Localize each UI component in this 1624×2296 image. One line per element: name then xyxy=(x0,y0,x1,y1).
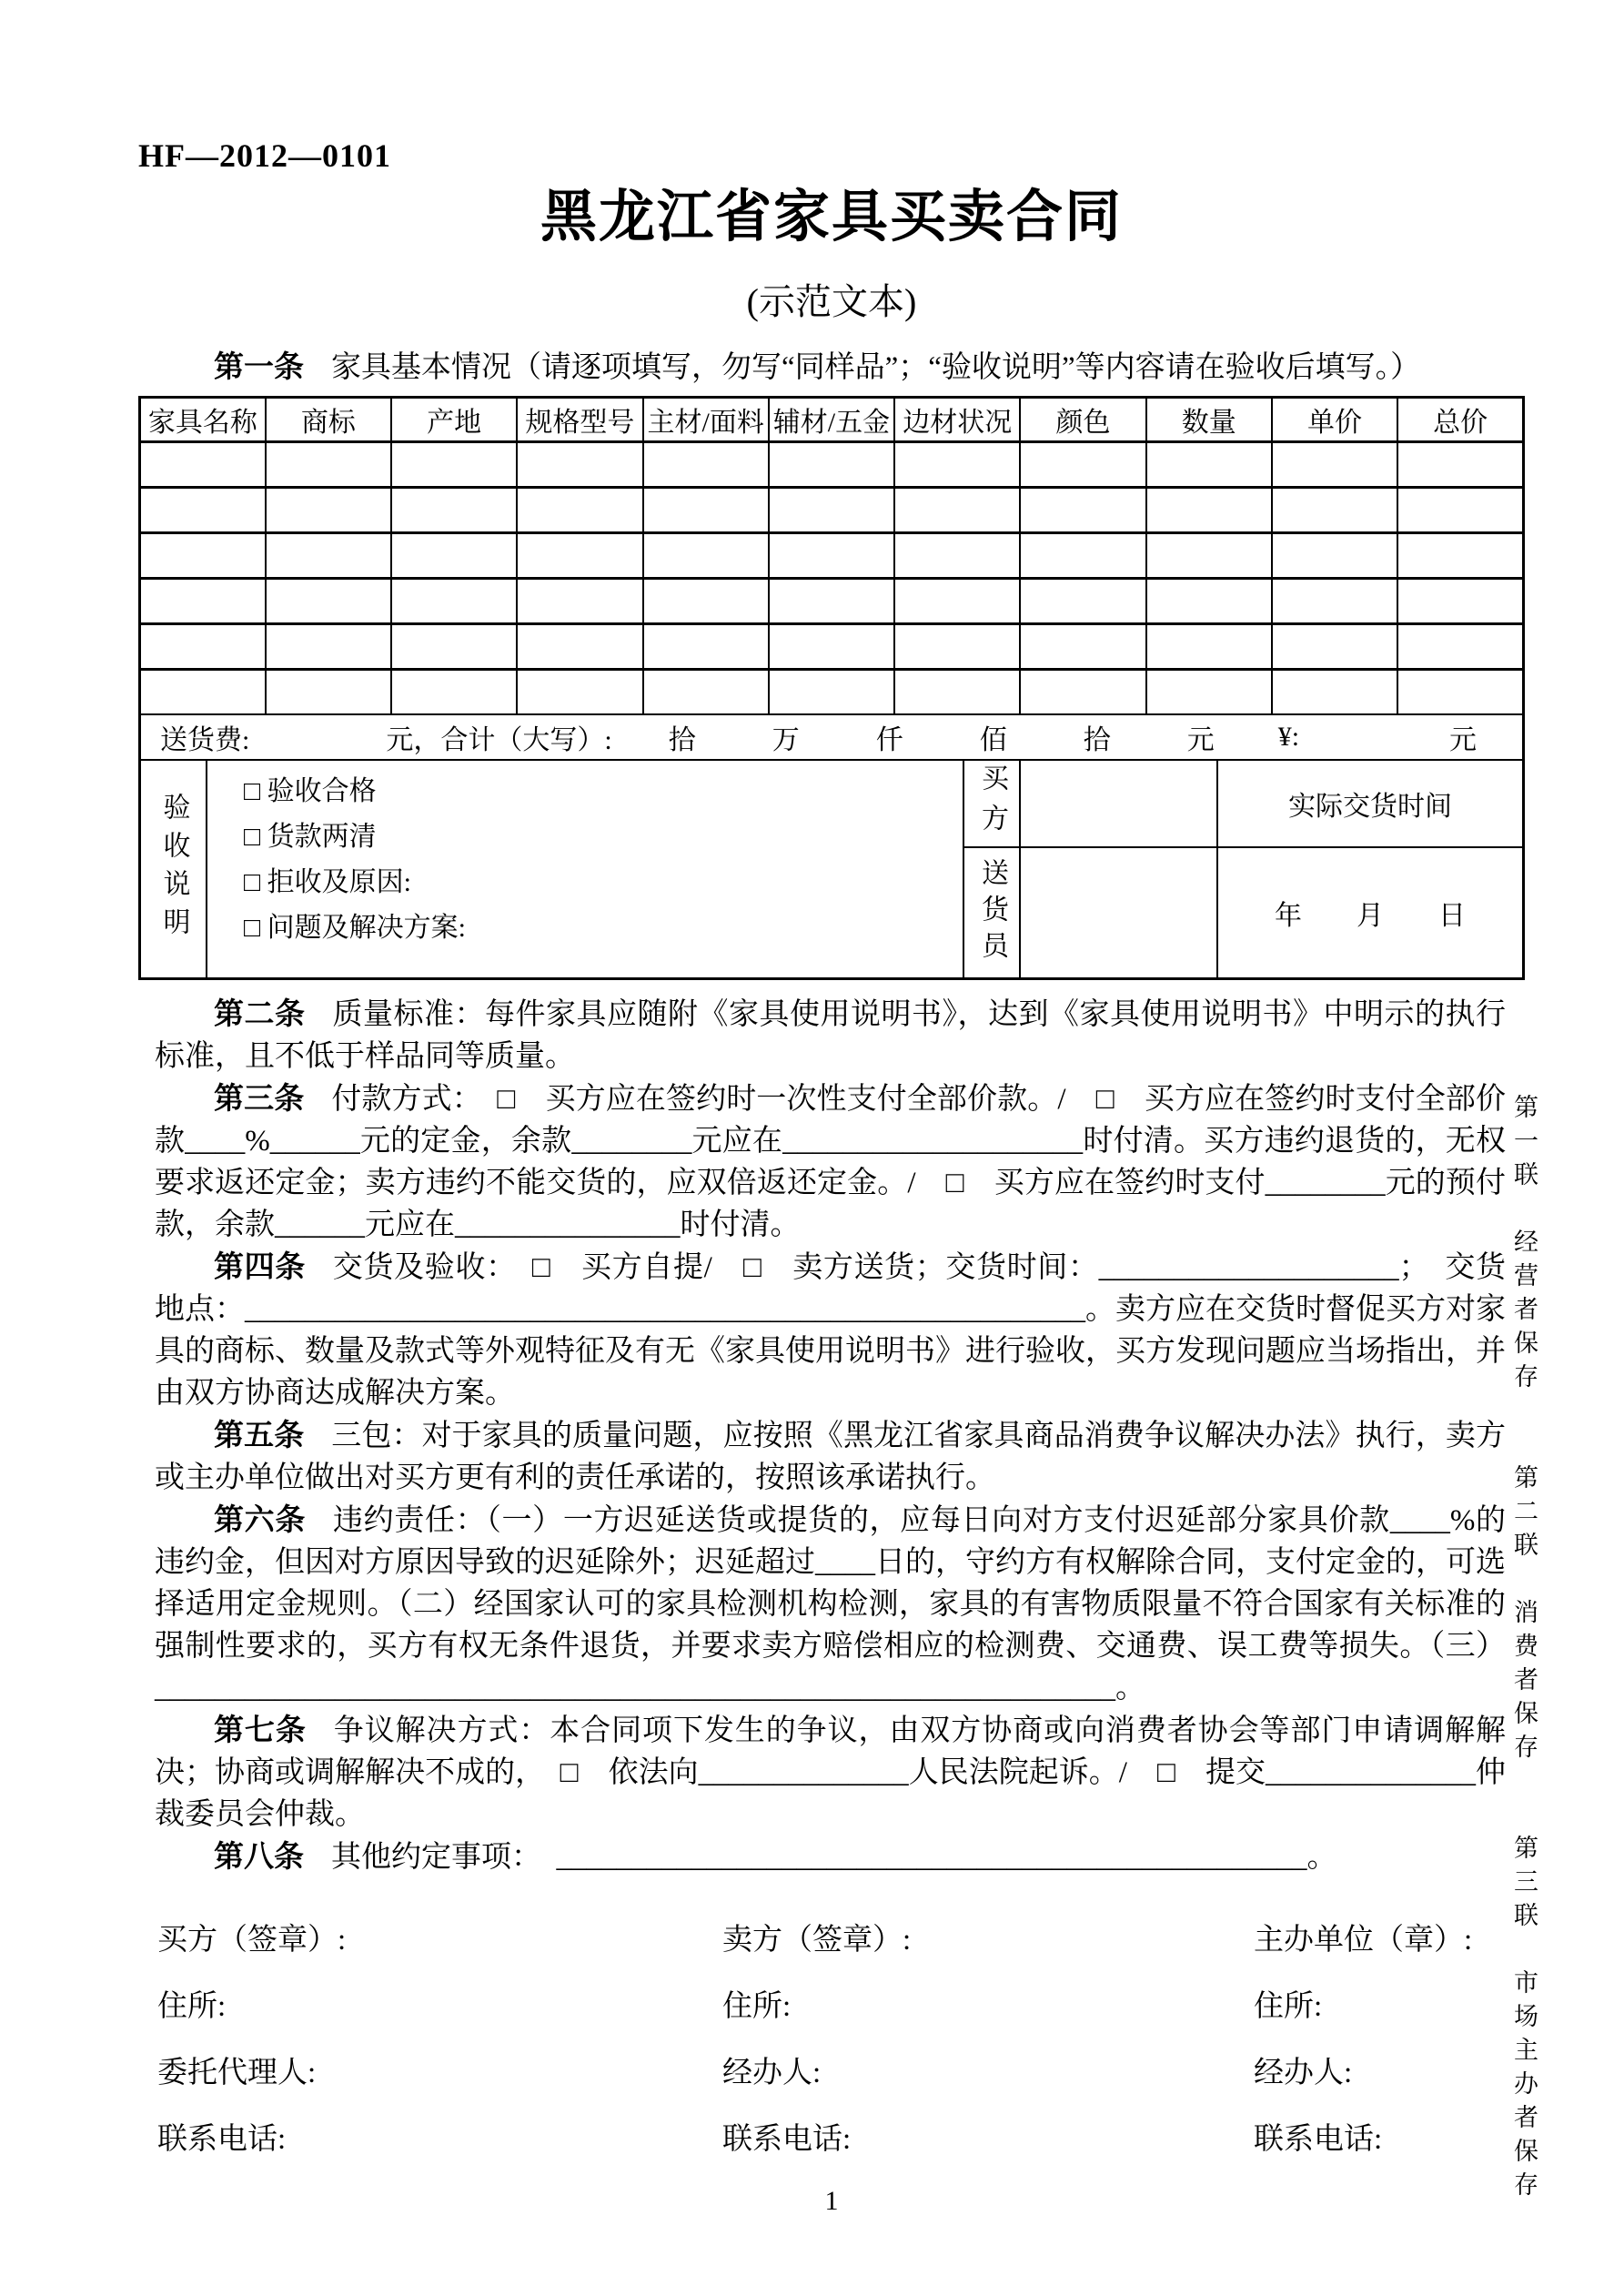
page-number: 1 xyxy=(824,2186,839,2216)
empty-cell xyxy=(1146,579,1272,624)
empty-cell xyxy=(643,670,769,715)
inspection-checkbox-item: □ 货款两清 xyxy=(244,822,377,852)
courier-signature-cell xyxy=(1021,848,1218,977)
article-4-text: 交货及验收： □ 买方自提/ □ 卖方送货；交货时间：____________________； 交货地点：________________________________________________________。卖方应在交货时督促买方对家具的商标、数量及款式等外观特征及有无《家具使用说明书》进行验收，买方发现问题应当场指出，并由双方协商达成解决方案。 xyxy=(155,1251,1506,1410)
empty-cell xyxy=(266,442,391,488)
article-5-text: 三包：对于家具的质量问题，应按照《黑龙江省家具商品消费争议解决办法》执行，卖方或主办单位做出对买方更有利的责任承诺的，按照该承诺执行。 xyxy=(155,1420,1507,1494)
contract-articles xyxy=(155,993,1506,1878)
empty-cell xyxy=(266,488,391,533)
article-3-label: 第三条 xyxy=(214,1081,305,1115)
empty-cell xyxy=(1272,624,1397,670)
article-7-label: 第七条 xyxy=(214,1713,307,1746)
page-subtitle: (示范文本) xyxy=(746,281,917,322)
article-4-label: 第四条 xyxy=(214,1249,306,1283)
signature-address: 住所: xyxy=(722,1990,792,2023)
empty-cell xyxy=(140,442,266,488)
empty-cell xyxy=(517,670,642,715)
delivery-fee-line xyxy=(141,717,1522,757)
signature-party: 主办单位（章）: xyxy=(1254,1924,1473,1957)
inspection-block xyxy=(141,761,1522,977)
empty-cell xyxy=(391,488,517,533)
empty-cell xyxy=(266,624,391,670)
article-8-label: 第八条 xyxy=(214,1839,304,1873)
article-3 xyxy=(155,1077,1506,1246)
empty-cell xyxy=(1146,670,1272,715)
empty-cell xyxy=(140,579,266,624)
empty-cell xyxy=(1272,579,1397,624)
inspection-checkbox-item: □ 拒收及原因: xyxy=(244,867,411,897)
empty-cell xyxy=(391,624,517,670)
empty-cell xyxy=(517,579,642,624)
article-2 xyxy=(155,993,1506,1077)
signature-agent: 经办人: xyxy=(1254,2057,1353,2089)
fee-segment: 佰 xyxy=(979,725,1007,755)
article-2-label: 第二条 xyxy=(214,996,306,1030)
empty-cell xyxy=(769,624,894,670)
empty-cell xyxy=(1146,442,1272,488)
column-header: 规格型号 xyxy=(517,398,642,442)
column-header: 辅材/五金 xyxy=(769,398,894,442)
empty-cell xyxy=(1397,670,1523,715)
empty-cell xyxy=(769,579,894,624)
column-header: 边材状况 xyxy=(894,398,1020,442)
copy-distribution-note: 第一联 经营者保存 第二联 消费者保存 第三联 市场主办者保存 xyxy=(1510,1094,1538,2205)
table-row xyxy=(140,533,1524,579)
article-8 xyxy=(155,1836,1506,1878)
empty-cell xyxy=(1020,579,1145,624)
fee-segment: 送货费: xyxy=(160,725,250,755)
doc-number: HF—2012—0101 xyxy=(138,137,391,174)
empty-cell xyxy=(643,533,769,579)
signature-phone: 联系电话: xyxy=(1254,2123,1383,2156)
article-1 xyxy=(155,346,1506,389)
empty-cell xyxy=(266,533,391,579)
signature-address: 住所: xyxy=(157,1990,227,2023)
column-header: 数量 xyxy=(1146,398,1272,442)
fee-segment: 元 xyxy=(1449,725,1477,755)
table-row xyxy=(140,488,1524,533)
fee-segment: 元，合计（大写）: xyxy=(386,725,612,755)
furniture-table xyxy=(138,396,1525,980)
empty-cell xyxy=(894,624,1020,670)
inspection-checkbox-list xyxy=(207,761,964,977)
fee-row xyxy=(140,714,1524,760)
article-7-text: 争议解决方式：本合同项下发生的争议，由双方协商或向消费者协会等部门申请调解解决；协商或调解解决不成的， □ 依法向______________人民法院起诉。/ □ 提交______________仲裁委员会仲裁。 xyxy=(155,1714,1507,1831)
empty-cell xyxy=(1397,488,1523,533)
article-5 xyxy=(155,1414,1506,1499)
article-6-text: 违约责任：（一）一方迟延送货或提货的，应每日向对方支付迟延部分家具价款____%的违约金，但因对方原因导致的迟延除外；迟延超过____日的，守约方有权解除合同，支付定金的，可选择适用定金规则。（二）经国家认可的家具检测机构检测，家具的有害物质限量不符合国家有关标准的强制性要求的，买方有权无条件退货，并要求卖方赔偿相应的检测费、交通费、误工费等损失。（三）________________________________________________________________。 xyxy=(155,1504,1506,1704)
empty-cell xyxy=(1020,488,1145,533)
article-3-text: 付款方式： □ 买方应在签约时一次性支付全部价款。/ □ 买方应在签约时支付全部价款____%______元的定金，余款________元应在____________________时付清。买方违约退货的，无权要求返还定金；卖方违约不能交货的，应双倍返还定金。/ □ 买方应在签约时支付________元的预付款，余款______元应在_______________时付清。 xyxy=(155,1083,1506,1241)
empty-cell xyxy=(1397,579,1523,624)
article-7 xyxy=(155,1709,1506,1836)
empty-cell xyxy=(140,488,266,533)
column-header: 颜色 xyxy=(1020,398,1145,442)
empty-cell xyxy=(517,624,642,670)
empty-cell xyxy=(643,442,769,488)
empty-cell xyxy=(643,488,769,533)
empty-cell xyxy=(1020,533,1145,579)
empty-cell xyxy=(1020,624,1145,670)
fee-segment: 仟 xyxy=(875,725,903,755)
empty-cell xyxy=(1146,488,1272,533)
page-title: 黑龙江省家具买卖合同 xyxy=(540,186,1123,248)
empty-cell xyxy=(894,533,1020,579)
inspection-checkbox-item: □ 验收合格 xyxy=(244,776,377,806)
buyer-label-cell xyxy=(964,761,1021,848)
table-row xyxy=(140,442,1524,488)
empty-cell xyxy=(769,488,894,533)
empty-cell xyxy=(517,442,642,488)
actual-delivery-time-cell: 实际交货时间 xyxy=(1218,761,1522,848)
content-column xyxy=(138,137,1525,2217)
signature-address: 住所: xyxy=(1254,1990,1323,2023)
article-5-label: 第五条 xyxy=(214,1418,305,1451)
empty-cell xyxy=(1397,442,1523,488)
inspection-row xyxy=(140,760,1524,979)
fee-segment: 元 xyxy=(1186,725,1215,755)
empty-cell xyxy=(266,670,391,715)
empty-cell xyxy=(391,442,517,488)
empty-cell xyxy=(1397,533,1523,579)
signature-phone: 联系电话: xyxy=(157,2123,287,2156)
column-header: 总价 xyxy=(1397,398,1523,442)
inspection-label-cell xyxy=(141,761,207,977)
empty-cell xyxy=(140,624,266,670)
signature-party: 买方（签章）: xyxy=(157,1924,347,1957)
article-6-label: 第六条 xyxy=(214,1502,306,1536)
table-header-row xyxy=(140,398,1524,442)
signature-section xyxy=(138,1917,1525,2182)
empty-cell xyxy=(643,624,769,670)
column-header: 家具名称 xyxy=(140,398,266,442)
empty-cell xyxy=(1020,670,1145,715)
table-row xyxy=(140,579,1524,624)
empty-cell xyxy=(266,579,391,624)
empty-cell xyxy=(894,670,1020,715)
article-1-label: 第一条 xyxy=(214,349,304,383)
column-header: 商标 xyxy=(266,398,391,442)
column-header: 主材/面料 xyxy=(643,398,769,442)
empty-cell xyxy=(391,670,517,715)
empty-cell xyxy=(894,579,1020,624)
fee-segment: ¥: xyxy=(1277,722,1300,752)
empty-cell xyxy=(1272,533,1397,579)
column-header: 单价 xyxy=(1272,398,1397,442)
article-1-text: 家具基本情况（请逐项填写，勿写“同样品”；“验收说明”等内容请在验收后填写。） xyxy=(331,351,1421,384)
empty-cell xyxy=(1272,670,1397,715)
empty-cell xyxy=(1397,624,1523,670)
table-row xyxy=(140,624,1524,670)
empty-cell xyxy=(894,488,1020,533)
article-8-text: 其他约定事项： __________________________________________________。 xyxy=(331,1841,1337,1874)
fee-segment: 万 xyxy=(772,725,800,755)
empty-cell xyxy=(517,533,642,579)
article-2-text: 质量标准：每件家具应随附《家具使用说明书》，达到《家具使用说明书》中明示的执行标准，且不低于样品同等质量。 xyxy=(155,998,1506,1073)
signature-agent: 委托代理人: xyxy=(157,2057,317,2089)
signature-party: 卖方（签章）: xyxy=(722,1924,912,1957)
signature-phone: 联系电话: xyxy=(722,2123,852,2156)
empty-cell xyxy=(1020,442,1145,488)
empty-cell xyxy=(894,442,1020,488)
empty-cell xyxy=(1146,533,1272,579)
empty-cell xyxy=(769,533,894,579)
article-6 xyxy=(155,1499,1506,1709)
empty-cell xyxy=(769,442,894,488)
courier-label: 送货员 xyxy=(977,858,1007,967)
column-header: 产地 xyxy=(391,398,517,442)
date-cell: 年 月 日 xyxy=(1275,901,1466,931)
signature-agent: 经办人: xyxy=(722,2057,822,2089)
article-4 xyxy=(155,1246,1506,1414)
empty-cell xyxy=(769,670,894,715)
buyer-label: 买方 xyxy=(977,764,1007,844)
courier-label-cell xyxy=(964,848,1021,977)
inspection-label: 验收说明 xyxy=(158,793,189,946)
empty-cell xyxy=(140,670,266,715)
empty-cell xyxy=(643,579,769,624)
empty-cell xyxy=(517,488,642,533)
empty-cell xyxy=(1272,488,1397,533)
empty-cell xyxy=(391,579,517,624)
table-row xyxy=(140,670,1524,715)
buyer-signature-cell xyxy=(1021,761,1218,848)
empty-cell xyxy=(1272,442,1397,488)
inspection-checkbox-item: □ 问题及解决方案: xyxy=(244,913,466,943)
fee-segment: 拾 xyxy=(668,725,696,755)
fee-segment: 拾 xyxy=(1083,725,1111,755)
empty-cell xyxy=(140,533,266,579)
empty-cell xyxy=(391,533,517,579)
empty-cell xyxy=(1146,624,1272,670)
